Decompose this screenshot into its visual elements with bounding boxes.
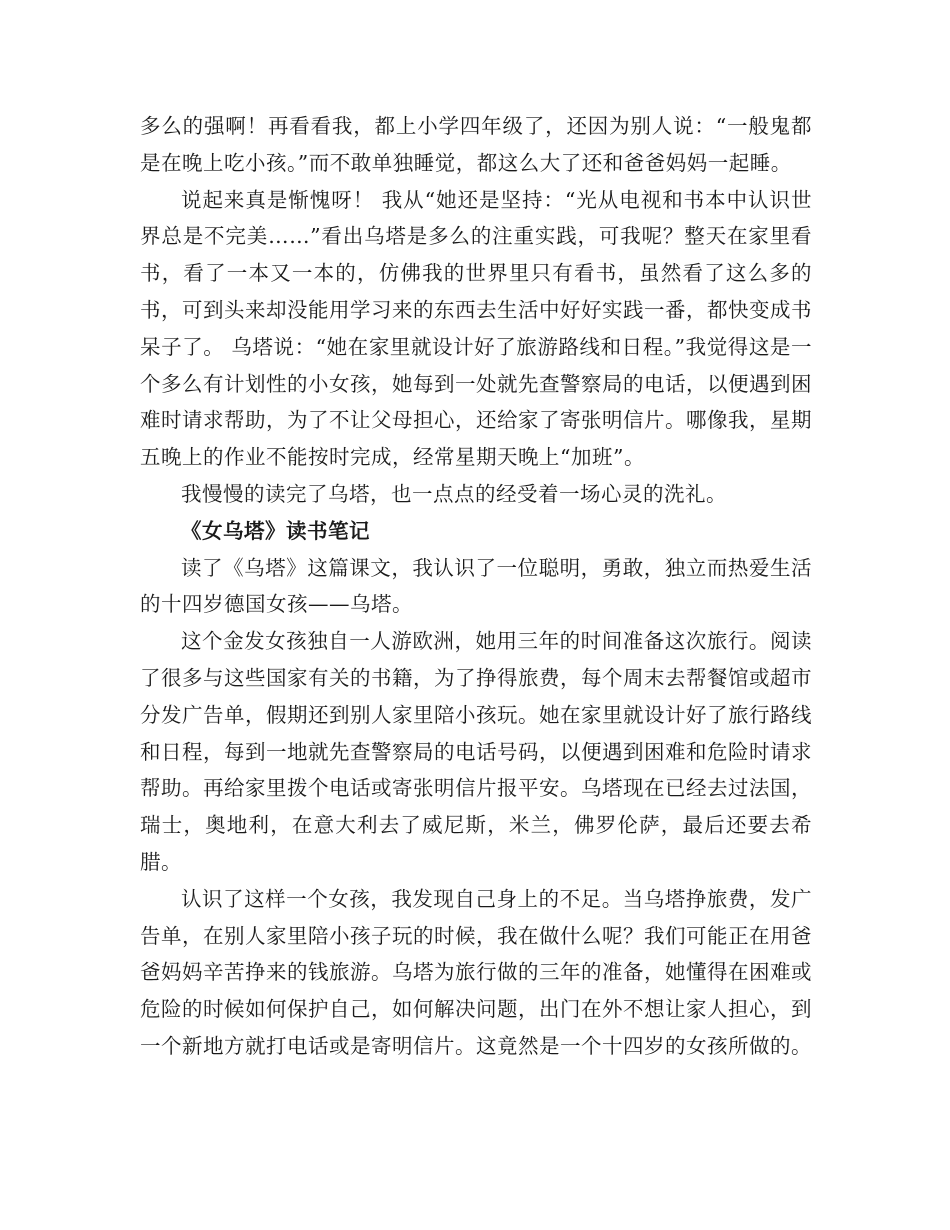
paragraph-1: 多么的强啊！再看看我，都上小学四年级了，还因为别人说：“一般鬼都是在晚上吃小孩。”而不敢单独睡觉，都这么大了还和爸爸妈妈一起睡。 bbox=[140, 114, 812, 175]
paragraph-5: 这个金发女孩独自一人游欧洲，她用三年的时间准备这次旅行。阅读了很多与这些国家有关的书籍，为了挣得旅费，每个周末去帮餐馆或超市分发广告单，假期还到别人家里陪小孩玩。她在家里就设计好了旅行路线和日程，每到一地就先查警察局的电话号码，以便遇到困难和危险时请求帮助。再给家里拨个电话或寄张明信片报平安。乌塔现在已经去过法国，瑞士，奥地利，在意大利去了威尼斯，米兰，佛罗伦萨，最后还要去希腊。 bbox=[140, 629, 812, 874]
paragraph-6: 认识了这样一个女孩，我发现自己身上的不足。当乌塔挣旅费，发广告单，在别人家里陪小孩子玩的时候，我在做什么呢？我们可能正在用爸爸妈妈辛苦挣来的钱旅游。乌塔为旅行做的三年的准备，她懂得在困难或危险的时候如何保护自己，如何解决问题，出门在外不想让家人担心，到一个新地方就打电话或是寄明信片。这竟然是一个十四岁的女孩所做的。 bbox=[140, 886, 812, 1058]
paragraph-3: 我慢慢的读完了乌塔，也一点点的经受着一场心灵的洗礼。 bbox=[181, 481, 727, 506]
paragraph-2: 说起来真是惭愧呀！ 我从“她还是坚持：“光从电视和书本中认识世界总是不完美……”看出乌塔是多么的注重实践，可我呢？整天在家里看书，看了一本又一本的，仿佛我的世界里只有看书，虽然看了这么多的书，可到头来却没能用学习来的东西去生活中好好实践一番，都快变成书呆子了。 乌塔说：“她在家里就设计好了旅游路线和日程。”我觉得这是一个多么有计划性的小女孩，她每到一处就先查警察局的电话，以便遇到困难时请求帮助，为了不让父母担心，还给家了寄张明信片。哪像我，星期五晚上的作业不能按时完成，经常星期天晚上“加班”。 bbox=[140, 187, 812, 470]
section-heading: 《女乌塔》读书笔记 bbox=[181, 518, 370, 543]
document-page bbox=[140, 108, 812, 1065]
paragraph-4: 读了《乌塔》这篇课文，我认识了一位聪明，勇敢，独立而热爱生活的十四岁德国女孩——乌塔。 bbox=[140, 555, 812, 617]
